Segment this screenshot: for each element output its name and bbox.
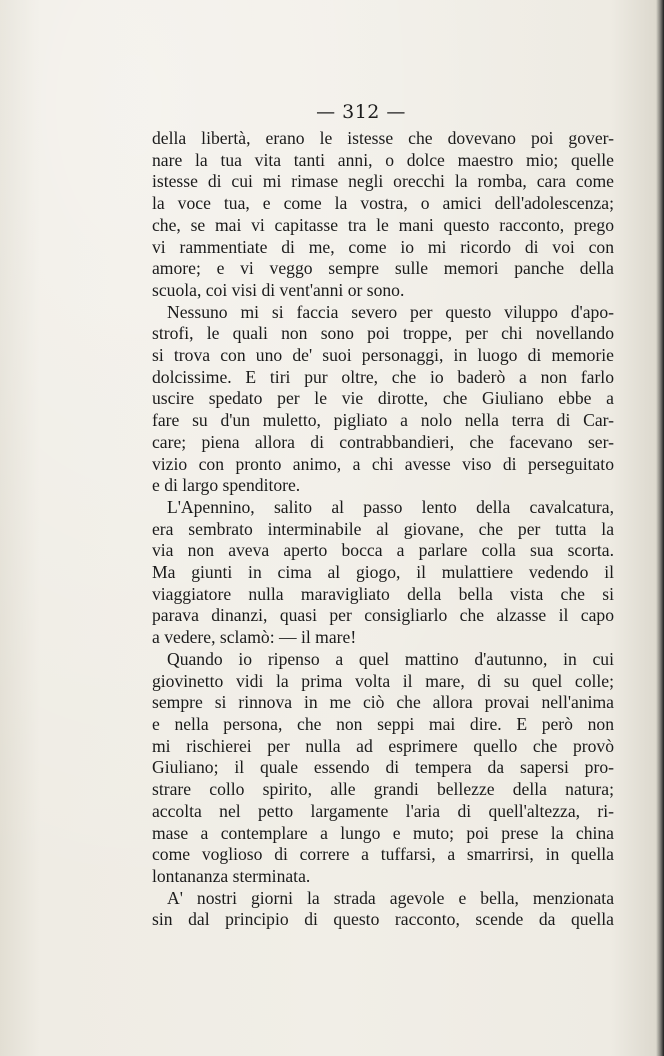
text-line: lontananza sterminata. (152, 865, 311, 886)
text-line: istesse di cui mi rimase negli orecchi la romba, cara come (152, 171, 614, 192)
text-line: via non aveva aperto bocca a parlare colla sua scorta. (152, 540, 614, 561)
text-line: che, se mai vi capitasse tra le mani questo racconto, prego (152, 214, 614, 235)
text-line: sempre si rinnova in me ciò che allora provai nell'anima (152, 692, 614, 713)
text-line: Ma giunti in cima al giogo, il mulattiere vedendo il (152, 562, 614, 583)
text-line: come voglioso di correre a tuffarsi, a smarrirsi, in quella (152, 844, 614, 865)
text-line: dolcissime. E tiri pur oltre, che io baderò a non farlo (152, 366, 614, 387)
text-line: Giuliano; il quale essendo di tempera da sapersi pro- (152, 757, 614, 778)
text-line: Nessuno mi si faccia severo per questo viluppo d'apo- (167, 301, 614, 322)
text-line: nare la tua vita tanti anni, o dolce maestro mio; quelle (152, 149, 614, 170)
text-line: sin dal principio di questo racconto, scende da quella (152, 909, 614, 930)
binding-shadow (656, 0, 664, 1056)
text-line: la voce tua, e come la vostra, o amici dell'adolescenza; (152, 193, 614, 214)
text-line: amore; e vi veggo sempre sulle memori panche della (152, 258, 614, 279)
text-line: care; piena allora di contrabbandieri, che facevano ser- (152, 431, 614, 452)
text-line: e nella persona, che non seppi mai dire. E però non (152, 713, 614, 734)
text-line: scuola, coi visi di vent'anni or sono. (152, 279, 405, 300)
text-line: mi rischierei per nulla ad esprimere quello che provò (152, 735, 614, 756)
text-line: parava dinanzi, quasi per consigliarlo che alzasse il capo (152, 605, 614, 626)
text-line: viaggiatore nulla maravigliato della bella vista che si (152, 583, 614, 604)
text-line: a vedere, sclamò: — il mare! (152, 627, 357, 648)
text-line: accolta nel petto largamente l'aria di quell'altezza, ri- (152, 800, 614, 821)
text-line: strofi, le quali non sono poi troppe, per chi novellando (152, 323, 614, 344)
text-line: e di largo spenditore. (152, 475, 301, 496)
page-number: — 312 — (316, 101, 406, 123)
text-line: della libertà, erano le istesse che dovevano poi gover- (152, 128, 614, 148)
text-line: uscire spedato per le vie dirotte, che Giuliano ebbe a (152, 388, 614, 409)
text-line: giovinetto vidi la prima volta il mare, di su quel colle; (152, 670, 614, 691)
text-line: L'Apennino, salito al passo lento della cavalcatura, (167, 496, 614, 517)
text-line: Quando io ripenso a quel mattino d'autunno, in cui (167, 648, 614, 669)
text-line: strare collo spirito, alle grandi bellezze della natura; (152, 779, 614, 800)
text-line: era sembrato interminabile al giovane, che per tutta la (152, 518, 614, 539)
text-line: si trova con uno de' suoi personaggi, in luogo di memorie (152, 345, 614, 366)
text-line: mase a contemplare a lungo e muto; poi prese la china (152, 822, 614, 843)
text-line: vizio con pronto animo, a chi avesse viso di perseguitato (152, 453, 614, 474)
body-text (152, 128, 614, 931)
text-line: fare su d'un muletto, pigliato a nolo nella terra di Car- (152, 410, 614, 431)
text-line: vi rammentiate di me, come io mi ricordo di voi con (152, 236, 614, 257)
text-line: A' nostri giorni la strada agevole e bella, menzionata (167, 887, 614, 908)
